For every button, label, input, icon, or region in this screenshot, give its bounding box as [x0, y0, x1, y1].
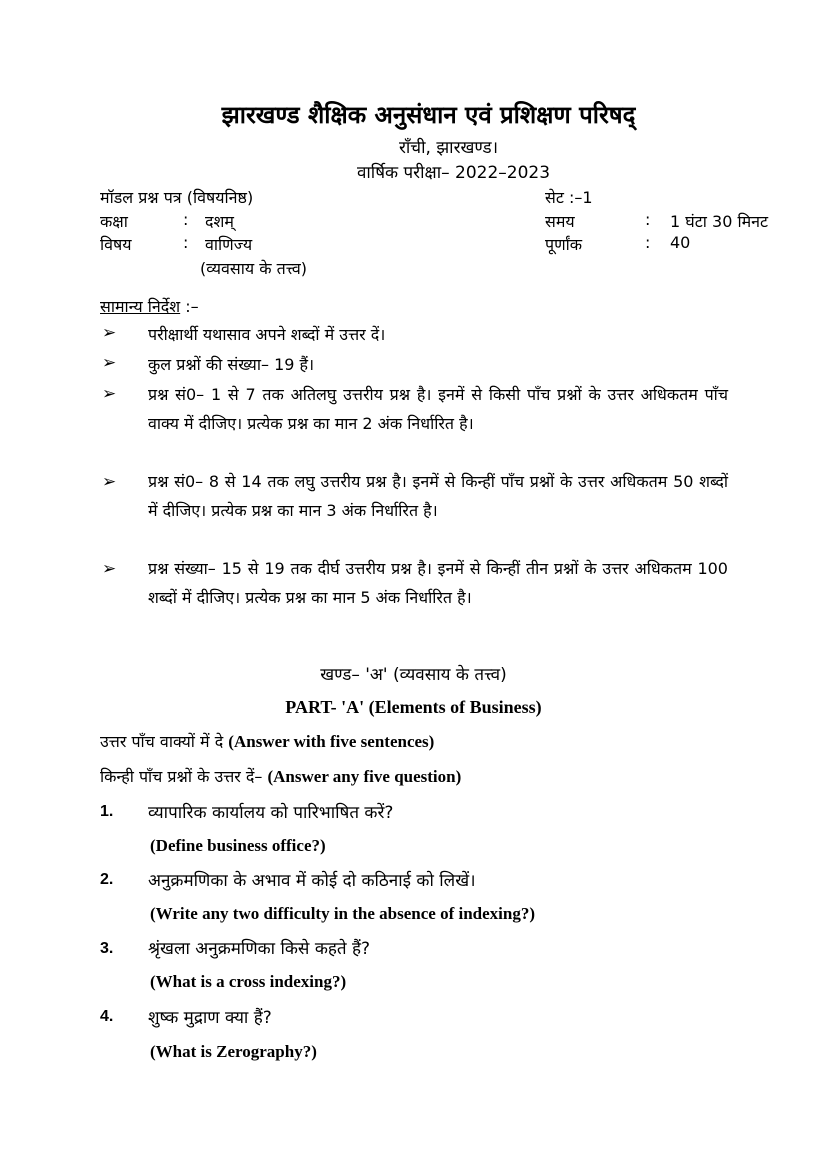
time-value: 1 घंटा 30 मिनट — [670, 212, 769, 231]
question-text-hi: अनुक्रमणिका के अभाव में कोई दो कठिनाई को लिखें। — [148, 871, 476, 891]
document-title: झारखण्ड शैक्षिक अनुसंधान एवं प्रशिक्षण परिषद् — [221, 101, 636, 129]
answer-hint — [100, 730, 434, 752]
bullet-icon: ➢ — [102, 472, 117, 492]
question-number: 4. — [100, 1008, 114, 1025]
instructions-heading-text: सामान्य निर्देश — [100, 297, 181, 316]
choose-en: (Answer any five question) — [267, 767, 462, 786]
class-colon: : — [183, 210, 189, 229]
instructions-heading-suffix: :– — [180, 297, 199, 316]
class-label: कक्षा — [100, 212, 128, 231]
class-value: दशम् — [205, 212, 234, 231]
bullet-icon: ➢ — [102, 353, 117, 373]
instruction-item: प्रश्न संख्या– 15 से 19 तक दीर्घ उत्तरीय प्रश्न है। इनमें से किन्हीं तीन प्रश्नों के उत्तर अधिकतम 100 शब्दों में दीजिए। प्रत्येक प्रश्न का मान 5 अंक निर्धारित है। — [148, 559, 728, 607]
question-number: 2. — [100, 871, 114, 888]
instruction-item: कुल प्रश्नों की संख्या– 19 हैं। — [148, 355, 315, 374]
marks-colon: : — [645, 233, 651, 252]
question-text-en: (What is Zerography?) — [150, 1042, 317, 1061]
exam-title: वार्षिक परीक्षा– 2022–2023 — [356, 163, 551, 183]
time-label: समय — [545, 212, 575, 231]
marks-label: पूर्णांक — [545, 235, 583, 254]
question-text-en: (What is a cross indexing?) — [150, 972, 347, 991]
question-text-hi: व्यापारिक कार्यालय को पारिभाषित करें? — [148, 803, 394, 823]
time-colon: : — [645, 210, 651, 229]
paper-type: मॉडल प्रश्न पत्र (विषयनिष्ठ) — [100, 188, 254, 207]
subject-label: विषय — [100, 235, 132, 254]
location: राँची, झारखण्ड। — [398, 138, 499, 158]
choose-instruction — [100, 765, 461, 787]
instruction-item: परीक्षार्थी यथासाव अपने शब्दों में उत्तर दें। — [148, 325, 386, 344]
instruction-item: प्रश्न सं0– 8 से 14 तक लघु उत्तरीय प्रश्न है। इनमें से किन्हीं पाँच प्रश्नों के उत्तर अधिकतम 50 शब्दों में दीजिए। प्रत्येक प्रश्न का मान 3 अंक निर्धारित है। — [148, 472, 728, 520]
question-number: 1. — [100, 803, 114, 820]
section-heading-hi: खण्ड– 'अ' (व्यवसाय के तत्त्व) — [320, 665, 507, 685]
bullet-icon: ➢ — [102, 559, 117, 579]
choose-hi: किन्ही पाँच प्रश्नों के उत्तर दें– — [100, 767, 263, 786]
section-heading-en: PART- 'A' (Elements of Business) — [285, 697, 542, 717]
question-text-en: (Write any two difficulty in the absence of indexing?) — [150, 904, 536, 923]
subject-subtitle: (व्यवसाय के तत्त्व) — [200, 259, 308, 278]
instructions-heading — [100, 295, 199, 317]
bullet-icon: ➢ — [102, 384, 117, 404]
question-text-en: (Define business office?) — [150, 836, 326, 855]
question-text-hi: शुष्क मुद्राण क्या हैं? — [148, 1008, 272, 1028]
question-text-hi: श्रृंखला अनुक्रमणिका किसे कहते हैं? — [148, 939, 371, 959]
set-number: सेट :–1 — [545, 188, 593, 207]
answer-hint-en: (Answer with five sentences) — [228, 732, 435, 751]
instruction-item: प्रश्न सं0– 1 से 7 तक अतिलघु उत्तरीय प्रश्न है। इनमें से किसी पाँच प्रश्नों के उत्तर अधिकतम पाँच वाक्य में दीजिए। प्रत्येक प्रश्न का मान 2 अंक निर्धारित है। — [148, 385, 728, 433]
subject-value: वाणिज्य — [205, 235, 253, 254]
question-number: 3. — [100, 940, 114, 957]
subject-colon: : — [183, 233, 189, 252]
marks-value: 40 — [670, 233, 691, 252]
bullet-icon: ➢ — [102, 323, 117, 343]
answer-hint-hi: उत्तर पाँच वाक्यों में दे — [100, 732, 224, 751]
